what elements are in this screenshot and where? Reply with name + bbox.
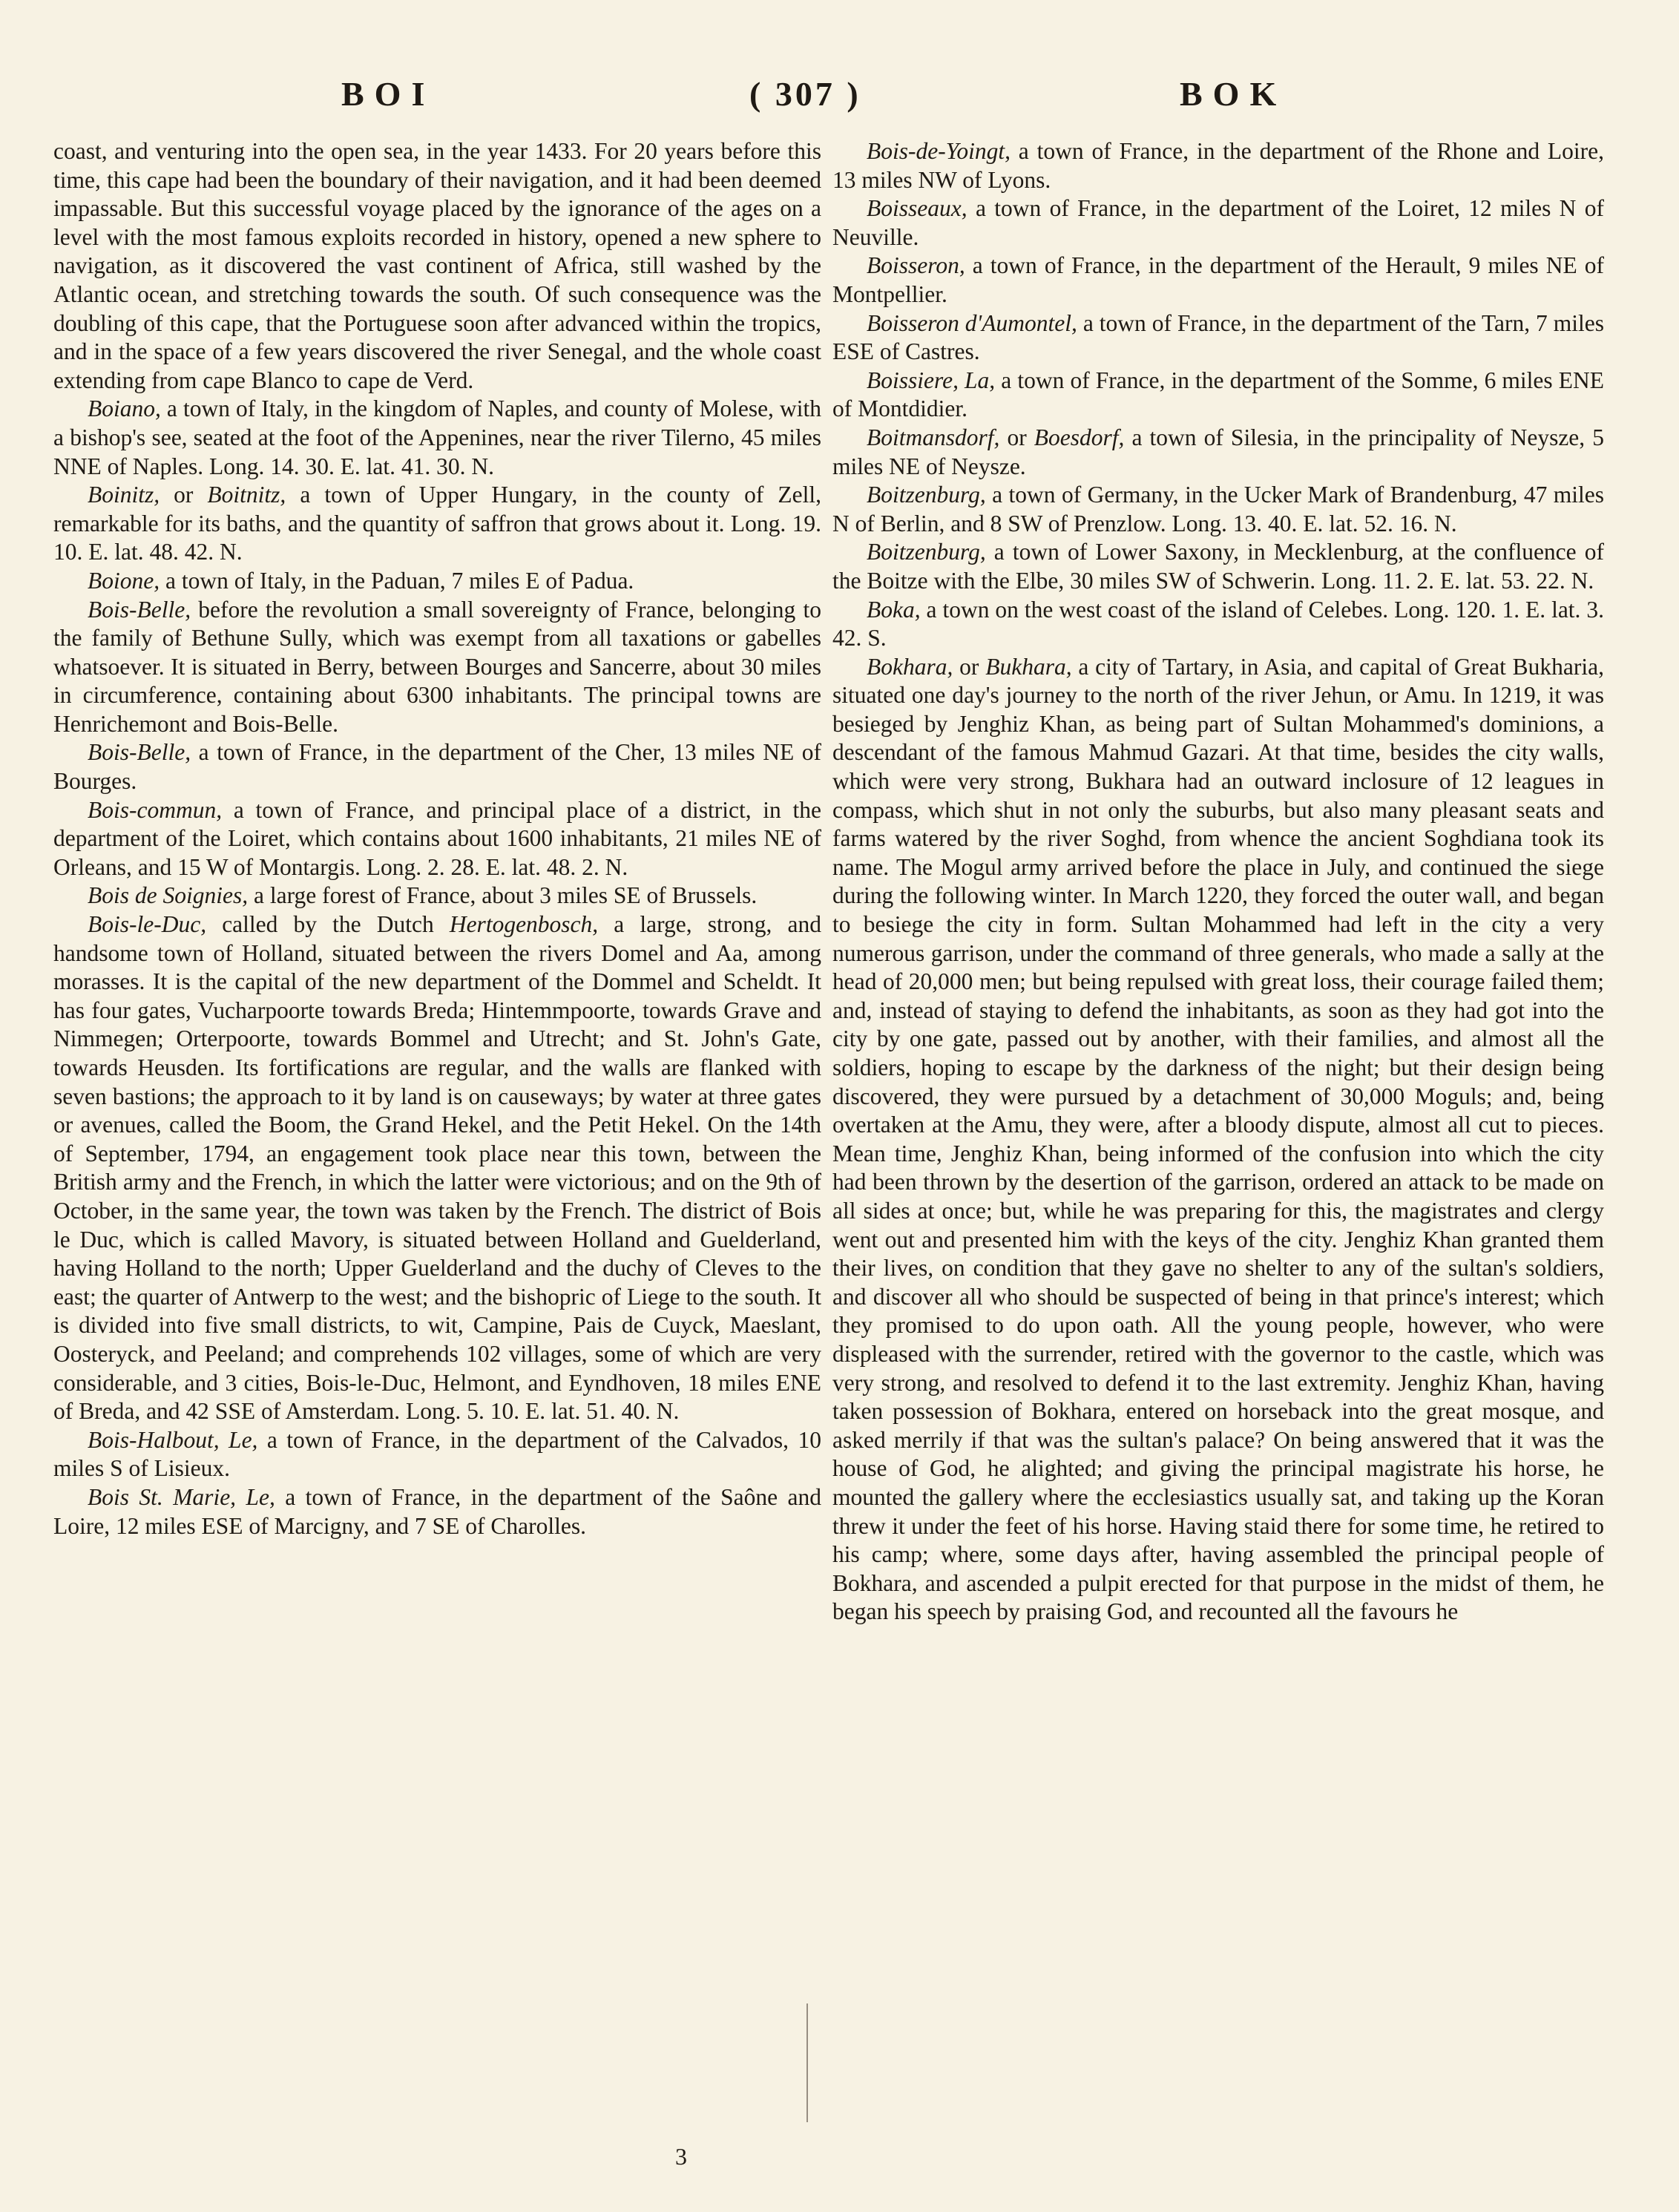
- entry-text: or: [953, 653, 986, 680]
- entry-headword: Bois de Soignies,: [88, 882, 249, 909]
- entry-headword: Bois-Belle,: [88, 596, 191, 623]
- entry-headword: Bois-Halbout, Le,: [88, 1426, 258, 1453]
- running-header: [0, 74, 1679, 126]
- entry-continuation: [53, 137, 821, 395]
- entry-text: a town of Upper Hungary, in the county of Zell, remarkable for its baths, and the quantity of saffron that grows about it. Long. 19. 10. E. lat. 48. 42. N.: [53, 482, 821, 565]
- dictionary-entry: [53, 882, 821, 910]
- dictionary-entry: [832, 424, 1604, 481]
- entry-headword: Boitmansdorf,: [867, 424, 1000, 450]
- left-column: [53, 137, 821, 1540]
- entry-text: a city of Tartary, in Asia, and capital of Great Bukharia, situated one day's journey to the north of the river Jehun, or Amu. In 1219, it was besieged by Jenghiz Khan, as being part of Sultan Mohammed's dominions, a descendant of the famous Mahmud Gazari. At that time, besides the city walls, which were very strong, Bukhara had an outward inclosure of 12 leagues in compass, which shut in not only the suburbs, but also many pleasant seats and farms watered by the river Soghd, from whence the ancient Soghdiana took its name. The Mogul army arrived before the place in July, and continued the siege during the following winter. In March 1220, they forced the outer wall, and began to besiege the city in form. Sultan Mohammed had left in the city a very numerous garrison, under the command of three generals, who made a sally at the head of 20,000 men; but being repulsed with great loss, their courage failed them; and, instead of staying to defend the inhabitants, as soon as they had got into the city by one gate, passed out by another, with their families, and almost all the soldiers, hoping to escape by the darkness of the night; but their design being discovered, they were pursued by a detachment of 30,000 Moguls; and, being overtaken at the Amu, they were, after a bloody dispute, almost all cut to pieces. Mean time, Jenghiz Khan, being informed of the confusion into which the city had been thrown by the desertion of the garrison, ordered an attack to be made on all sides at once; but, while he was preparing for this, the magistrates and clergy went out and presented him with the keys of the city. Jenghiz Khan granted them their lives, on condition that they gave no shelter to any of the sultan's soldiers, and discover all who should be suspected of being in that prince's interest; which they promised to do upon oath. All the young people, however, who were displeased with the surrender, retired with the governor to the castle, which was very strong, and resolved to defend it to the last extremity. Jenghiz Khan, having taken possession of Bokhara, entered on horseback into the great mosque, and asked merrily if that was the sultan's palace? On being answered that it was the house of God, he alighted; and giving the principal magistrate his horse, he mounted the gallery where the ecclesiastics usually sat, and taking up the Koran threw it under the feet of his horse. Having staid there for some time, he retired to his camp; where, some days after, having assembled the principal people of Bokhara, and ascended a pulpit erected for that purpose in the midst of them, he began his speech by praising God, and recounted all the favours he: [832, 653, 1604, 1625]
- entry-headword: Bokhara,: [867, 653, 953, 680]
- entry-headword: Boisseaux,: [867, 195, 967, 222]
- entry-text: a town of France, in the department of the Rhone and Loire, 13 miles NW of Lyons.: [832, 138, 1604, 193]
- entry-headword: Bois St. Marie, Le,: [88, 1483, 275, 1510]
- dictionary-entry: [53, 1426, 821, 1483]
- header-right-guide-word: BOK: [1180, 75, 1287, 113]
- entry-headword: Boitzenburg,: [867, 482, 986, 508]
- right-column: [832, 137, 1604, 1627]
- dictionary-entry: [832, 137, 1604, 194]
- entry-text: or: [999, 424, 1034, 450]
- dictionary-entry: [832, 653, 1604, 1627]
- dictionary-entry: [53, 481, 821, 567]
- entry-text: a large, strong, and handsome town of Holland, situated between the rivers Domel and Aa, among morasses. It is the capital of the new department of the Dommel and Scheldt. It has four gates, Vucharpoorte towards Breda; Hintemmpoorte, towards Grave and Nimmegen; Orterpoorte, towards Bommel and Utrecht; and St. John's Gate, towards Heusden. Its fortifications are regular, and the walls are flanked with seven bastions; the approach to it by land is on causeways; by water at three gates or avenues, called the Boom, the Grand Hekel, and the Petit Hekel. On the 14th of September, 1794, an engagement took place near this town, between the British army and the French, in which the latter were victorious; and on the 9th of October, in the same year, the town was taken by the French. The district of Bois le Duc, which is called Mavory, is situated between Holland and Guelderland, having Holland to the north; Upper Guelderland and the duchy of Cleves to the east; the quarter of Antwerp to the west; and the bishopric of Liege to the south. It is divided into five small districts, to wit, Campine, Pais de Cuyck, Maeslant, Oosteryck, and Peeland; and comprehends 102 villages, some of which are very considerable, and 3 cities, Bois-le-Duc, Helmont, and Eyndhoven, 18 miles ENE of Breda, and 42 SSE of Amsterdam. Long. 5. 10. E. lat. 51. 40. N.: [53, 911, 821, 1425]
- entry-text: a town of France, in the department of the Tarn, 7 miles ESE of Castres.: [832, 309, 1604, 365]
- header-left-guide-word: BOI: [341, 75, 436, 113]
- dictionary-entry: [53, 395, 821, 481]
- entry-text: called by the Dutch: [206, 911, 450, 938]
- entry-text: a town of France, in the department of the Calvados, 10 miles S of Lisieux.: [53, 1426, 821, 1482]
- dictionary-entry: [832, 367, 1604, 424]
- entry-headword: Boione,: [88, 567, 160, 594]
- page-number: ( 307 ): [749, 75, 861, 113]
- entry-headword: Bois-commun,: [88, 796, 223, 823]
- entry-text: a town of France, in the department of the Saône and Loire, 12 miles ESE of Marcigny, and 7 SE of Charolles.: [53, 1483, 821, 1539]
- column-divider: [806, 2003, 808, 2122]
- entry-text: a town of Lower Saxony, in Mecklenburg, at the confluence of the Boitze with the Elbe, 30 miles SW of Schwerin. Long. 11. 2. E. lat. 53. 22. N.: [832, 539, 1604, 594]
- dictionary-entry: [53, 910, 821, 1426]
- entry-text: a town on the west coast of the island of Celebes. Long. 120. 1. E. lat. 3. 42. S.: [832, 596, 1604, 652]
- entry-headword: Boka,: [867, 596, 921, 623]
- entry-headword: Boitnitz,: [207, 482, 286, 508]
- entry-text: a town of Italy, in the Paduan, 7 miles E of Padua.: [160, 567, 634, 594]
- dictionary-entry: [53, 738, 821, 795]
- entry-text: or: [160, 482, 208, 508]
- entry-text: a town of France, in the department of the Somme, 6 miles ENE of Montdidier.: [832, 367, 1604, 422]
- entry-headword: Bois-Belle,: [88, 739, 191, 766]
- dictionary-entry: [832, 252, 1604, 309]
- entry-headword: Boitzenburg,: [867, 539, 986, 565]
- entry-text: a town of France, and principal place of a district, in the department of the Loiret, which contains about 1600 inhabitants, 21 miles NE of Orleans, and 15 W of Montargis. Long. 2. 28. E. lat. 48. 2. N.: [53, 796, 821, 880]
- entry-text: a large forest of France, about 3 miles SE of Brussels.: [248, 882, 758, 909]
- dictionary-entry: [53, 796, 821, 882]
- entry-text: a town of France, in the department of the Herault, 9 miles NE of Montpellier.: [832, 252, 1604, 307]
- dictionary-entry: [832, 309, 1604, 367]
- dictionary-entry: [832, 596, 1604, 653]
- dictionary-entry: [53, 1483, 821, 1540]
- dictionary-entry: [832, 538, 1604, 595]
- entry-text: a town of France, in the department of the Loiret, 12 miles N of Neuville.: [832, 195, 1604, 250]
- entry-text: before the revolution a small sovereignty of France, belonging to the family of Bethune Sully, which was exempt from all taxations or gabelles whatsoever. It is situated in Berry, between Bourges and Sancerre, about 30 miles in circumference, containing about 6300 inhabitants. The principal towns are Henrichemont and Bois-Belle.: [53, 596, 821, 737]
- entry-headword: Hertogenbosch,: [449, 911, 599, 938]
- entry-headword: Bois-le-Duc,: [88, 911, 207, 938]
- entry-text: a town of Germany, in the Ucker Mark of Brandenburg, 47 miles N of Berlin, and 8 SW of Prenzlow. Long. 13. 40. E. lat. 52. 16. N.: [832, 482, 1604, 536]
- dictionary-entry: [832, 481, 1604, 538]
- entry-text: a town of Silesia, in the principality of Neysze, 5 miles NE of Neysze.: [832, 424, 1604, 479]
- entry-headword: Boiano,: [88, 396, 161, 422]
- entry-text: a town of France, in the department of the Cher, 13 miles NE of Bourges.: [53, 739, 821, 795]
- entry-text: a town of Italy, in the kingdom of Naples, and county of Molese, with a bishop's see, seated at the foot of the Appenines, near the river Tilerno, 45 miles NNE of Naples. Long. 14. 30. E. lat. 41. 30. N.: [53, 396, 821, 479]
- dictionary-entry: [53, 567, 821, 596]
- dictionary-entry: [53, 596, 821, 739]
- entry-headword: Boissiere, La,: [867, 367, 996, 393]
- entry-text: coast, and venturing into the open sea, in the year 1433. For 20 years before this time, this cape had been the boundary of their navigation, and it had been deemed impassable. But this successful voyage placed by the ignorance of the ages on a level with the most famous exploits recorded in history, opened a new sphere to navigation, as it discovered the vast continent of Africa, still washed by the Atlantic ocean, and stretching towards the south. Of such consequence was the doubling of this cape, that the Portuguese soon after advanced within the tropics, and in the space of a few years discovered the river Senegal, and the whole coast extending from cape Blanco to cape de Verd.: [53, 138, 821, 393]
- signature-mark: 3: [675, 2143, 687, 2170]
- entry-headword: Bois-de-Yoingt,: [867, 138, 1011, 164]
- entry-headword: Boesdorf,: [1034, 424, 1125, 450]
- dictionary-entry: [832, 194, 1604, 252]
- entry-headword: Boisseron d'Aumontel,: [867, 309, 1077, 336]
- entry-headword: Boisseron,: [867, 252, 965, 279]
- entry-headword: Boinitz,: [88, 482, 160, 508]
- entry-headword: Bukhara,: [985, 653, 1072, 680]
